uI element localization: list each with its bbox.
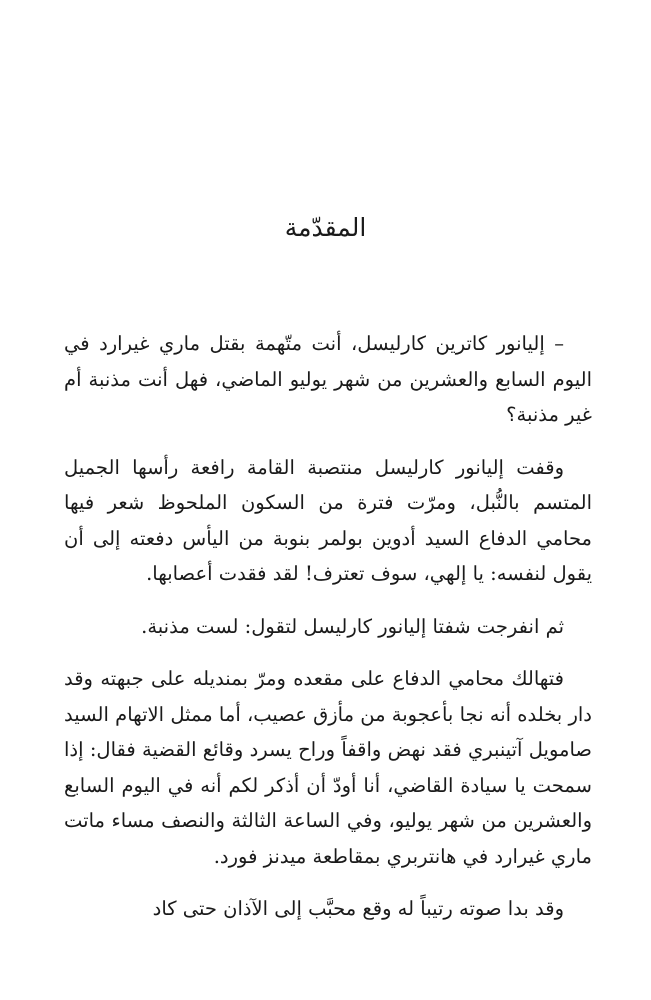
paragraph-3: ثم انفرجت شفتا إليانور كارليسل لتقول: لست مذنبة. bbox=[141, 614, 564, 638]
paragraph-4: فتهالك محامي الدفاع على مقعده ومرّ بمنديله على جبهته وقد دار بخلده أنه نجا بأعجوبة من مأزق عصيب، أما ممثل الاتهام السيد صامويل آتينبري فقد نهض واقفاً وراح يسرد وقائع القضية فقال: إذا سمحت يا سيادة القاضي، أنا أودّ أن أذكر لكم أنه في اليوم السابع والعشرين من شهر يوليو، وفي الساعة الثالثة والنصف مساء ماتت ماري غيرارد في هانتربري بمقاطعة ميدنز فورد. bbox=[64, 667, 592, 868]
paragraph-5: وقد بدا صوته رتيباً له وقع محبَّب إلى الآذان حتى كاد bbox=[152, 897, 564, 920]
paragraph-1: – إليانور كاترين كارليسل، أنت متّهمة بقتل ماري غيرارد في اليوم السابع والعشرين من شهر يوليو الماضي، فهل أنت مذنبة أم غير مذنبة؟ bbox=[64, 332, 592, 426]
body-text bbox=[64, 326, 592, 944]
chapter-title: المقدّمة bbox=[284, 213, 367, 242]
paragraph-2: وقفت إليانور كارليسل منتصبة القامة رافعة رأسها الجميل المتسم بالنُّبل، ومرّت فترة من السكون الملحوظ شعر فيها محامي الدفاع السيد أدوين بولمر بنوبة من اليأس دفعته إلى أن يقول لنفسه: يا إلهي، سوف تعترف! لقد فقدت أعصابها. bbox=[64, 455, 592, 585]
